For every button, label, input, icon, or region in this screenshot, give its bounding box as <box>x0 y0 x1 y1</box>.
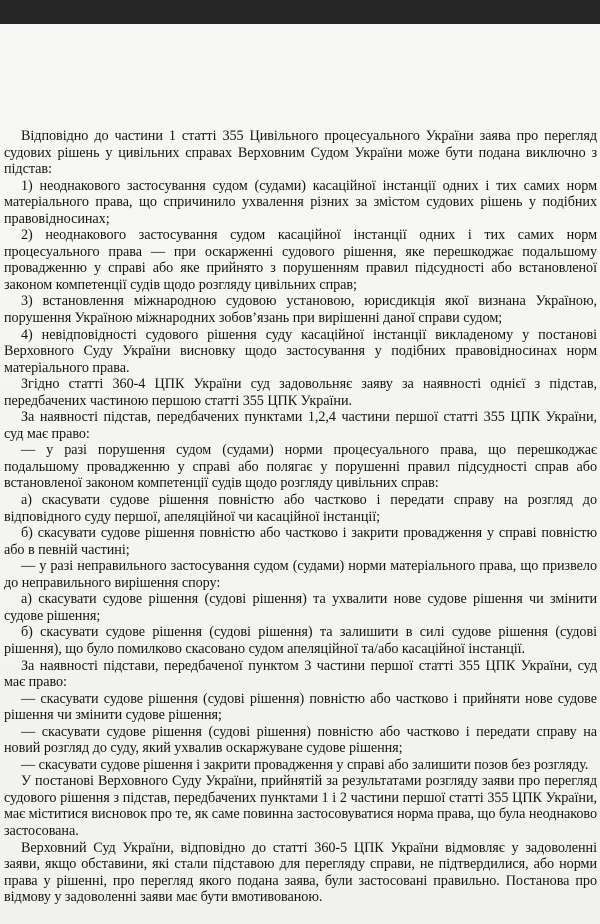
paragraph: б) скасувати судове рішення повністю або частково і закрити провадження у справі повністю або в певній частині; <box>4 525 597 558</box>
paragraph: — скасувати судове рішення і закрити провадження у справі або залишити позов без розгляду. <box>21 756 589 773</box>
paragraph: — скасувати судове рішення (судові рішення) повністю або частково і прийняти нове судове рішення чи змінити судове рішення; <box>4 690 597 724</box>
paragraph: 2) неоднакового застосування судом касаційної інстанції одних і тих самих норм процесуального права — при оскарженні судового рішення, яке перешкоджає подальшому провадженню у справі або яке прийнято з порушенням правил підсудності або встановленої законом компетенції судів щодо розгляду цивільних справ; <box>4 227 597 293</box>
paragraph: — у разі порушення судом (судами) норми процесуального права, що перешкоджає подальшому провадженню у справі або полягає у порушенні правил підсудності справ або встановленої законом компетенції судів щодо розгляду цивільних справ: <box>4 442 597 492</box>
paragraph: б) скасувати судове рішення (судові рішення) та залишити в силі судове рішення (судові рішення), що було помилково скасовано судом апеляційної та/або касаційної інстанції. <box>4 624 597 657</box>
document-page <box>0 24 600 924</box>
paragraph: Відповідно до частини 1 статті 355 Цивільного процесуального України заява про перегляд судових рішень у цивільних справах Верховним Судом України може бути подана виключно з підстав: <box>4 128 597 178</box>
paragraph: а) скасувати судове рішення повністю або частково і передати справу на розгляд до відповідного суду першої, апеляційної чи касаційної інстанції; <box>4 492 597 525</box>
top-bar <box>0 0 600 24</box>
paragraph: — у разі неправильного застосування судом (судами) норми матеріального права, що призвело до неправильного вирішення спору: <box>4 558 597 591</box>
paragraph: а) скасувати судове рішення (судові рішення) та ухвалити нове судове рішення чи змінити судове рішення; <box>4 591 597 624</box>
paragraph: 3) встановлення міжнародною судовою установою, юрисдикція якої визнана Україною, порушення Україною міжнародних зобов’язань при вирішенні даної справи судом; <box>4 293 597 327</box>
paragraph: За наявності підстав, передбачених пунктами 1,2,4 частини першої статті 355 ЦПК України, суд має право: <box>4 409 597 442</box>
paragraph: Згідно статті 360-4 ЦПК України суд задовольняє заяву за наявності однієї з підстав, передбачених частиною першою статті 355 ЦПК України. <box>4 376 597 409</box>
paragraph: — скасувати судове рішення (судові рішення) повністю або частково і передати справу на новий розгляд до суду, який ухвалив оскаржуване судове рішення; <box>4 723 597 757</box>
document-text <box>4 128 597 906</box>
paragraph: 4) невідповідності судового рішення суду касаційної інстанції викладеному у постанові Верховного Суду України висновку щодо застосування у подібних правовідносинах норм матеріального права. <box>4 326 597 376</box>
paragraph: 1) неоднакового застосування судом (судами) касаційної інстанції одних і тих самих норм матеріального права, що спричинило ухвалення різних за змістом судових рішень у подібних правовідносинах; <box>4 177 597 227</box>
paragraph: Верховний Суд України, відповідно до статті 360-5 ЦПК України відмовляє у задоволенні заяви, якщо обставини, які стали підставою для перегляду справи, не підтвердилися, або норми права у рішенні, про перегляд якого подана заява, були застосовані правильно. Постанова про відмову у задоволенні заяви має бути вмотивованою. <box>4 839 597 906</box>
paragraph: За наявності підстави, передбаченої пунктом 3 частини першої статті 355 ЦПК України, суд має право: <box>4 657 597 691</box>
paragraph: У постанові Верховного Суду України, прийнятій за результатами розгляду заяви про перегляд судового рішення з підстав, передбачених пунктами 1 і 2 частини першої статті 355 ЦПК України, має міститися висновок про те, як саме повинна застосовуватися норма права, що була неоднаково застосована. <box>4 773 597 839</box>
